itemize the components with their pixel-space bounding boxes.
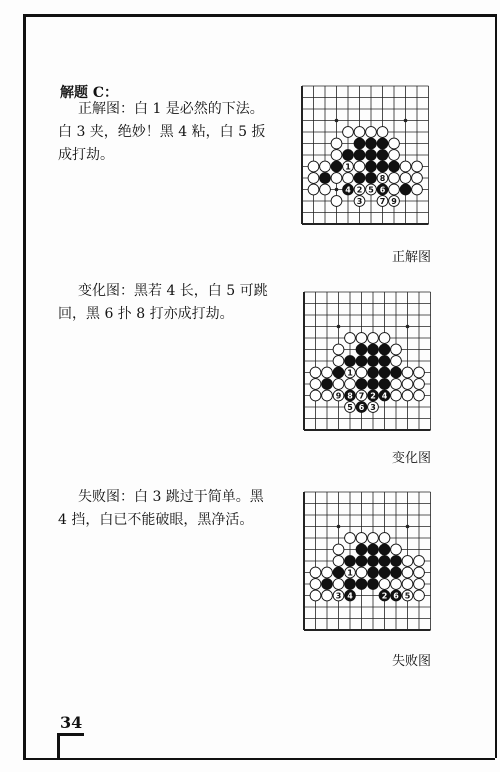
stone-number: 3	[370, 403, 376, 412]
white-stone	[308, 161, 319, 172]
page-frame-bottom	[23, 758, 495, 760]
white-stone	[356, 567, 367, 578]
black-stone	[379, 344, 390, 355]
stone-number: 5	[347, 403, 353, 412]
white-stone	[320, 161, 331, 172]
white-stone	[345, 333, 356, 344]
black-stone	[377, 161, 388, 172]
stone-number: 2	[356, 185, 363, 195]
black-stone	[389, 161, 400, 172]
black-stone	[345, 579, 356, 590]
white-stone	[354, 127, 365, 138]
white-stone	[414, 390, 425, 401]
page-frame-left	[23, 14, 26, 758]
white-stone	[331, 173, 342, 184]
white-stone	[333, 379, 344, 390]
section-text-correct-body: 正解图：白 1 是必然的下法。白 3 夹，绝妙！黑 4 粘，白 5 扳成打劫。	[58, 101, 266, 163]
black-stone	[354, 173, 365, 184]
white-stone	[379, 533, 390, 544]
stone-number: 1	[345, 162, 351, 172]
black-stone	[354, 150, 365, 161]
stone-number: 9	[391, 197, 397, 206]
white-stone	[414, 567, 425, 578]
white-stone	[322, 367, 333, 378]
white-stone	[356, 367, 367, 378]
white-stone	[310, 567, 321, 578]
stone-number: 4	[347, 591, 353, 601]
star-point	[404, 119, 408, 123]
black-stone	[379, 367, 390, 378]
black-stone	[366, 150, 377, 161]
white-stone	[354, 161, 365, 172]
section-text-correct	[58, 98, 268, 167]
white-stone	[333, 579, 344, 590]
black-stone	[377, 138, 388, 149]
white-stone	[345, 533, 356, 544]
white-stone	[391, 344, 402, 355]
black-stone	[368, 579, 379, 590]
white-stone	[389, 150, 400, 161]
diagram-caption-variation: 变化图	[392, 451, 432, 466]
black-stone	[354, 138, 365, 149]
white-stone	[308, 184, 319, 195]
stone-number: 3	[356, 197, 363, 206]
black-stone	[320, 173, 331, 184]
black-stone	[356, 356, 367, 367]
black-stone	[368, 379, 379, 390]
black-stone	[366, 161, 377, 172]
problem-title: 解题 C：	[60, 85, 119, 101]
black-stone	[379, 379, 390, 390]
white-stone	[345, 379, 356, 390]
section-text-variation	[58, 280, 268, 326]
white-stone	[412, 173, 423, 184]
star-point	[337, 325, 341, 329]
white-stone	[333, 356, 344, 367]
stone-number: 3	[335, 591, 342, 601]
black-stone	[377, 150, 388, 161]
white-stone	[310, 590, 321, 601]
white-stone	[379, 579, 390, 590]
white-stone	[389, 138, 400, 149]
stone-number: 6	[379, 185, 386, 195]
black-stone	[331, 161, 342, 172]
black-stone	[368, 356, 379, 367]
go-board-variation	[292, 284, 437, 438]
black-stone	[391, 567, 402, 578]
black-stone	[345, 356, 356, 367]
white-stone	[310, 390, 321, 401]
stone-number: 2	[370, 391, 376, 401]
white-stone	[343, 127, 354, 138]
white-stone	[308, 173, 319, 184]
white-stone	[402, 390, 413, 401]
stone-number: 8	[379, 174, 386, 183]
section-text-failure	[58, 486, 268, 532]
black-stone	[368, 344, 379, 355]
star-point	[406, 325, 410, 329]
white-stone	[412, 161, 423, 172]
go-board-failure	[292, 484, 437, 638]
stone-number: 7	[358, 391, 365, 401]
white-stone	[310, 579, 321, 590]
black-stone	[333, 567, 344, 578]
stone-number: 7	[379, 197, 386, 206]
white-stone	[414, 590, 425, 601]
black-stone	[391, 556, 402, 567]
black-stone	[356, 379, 367, 390]
black-stone	[379, 567, 390, 578]
go-board-svg	[292, 484, 437, 638]
star-point	[406, 525, 410, 529]
black-stone	[368, 367, 379, 378]
go-board-svg	[290, 78, 435, 232]
section-text-failure-body: 失败图：白 3 跳过于简单。黑 4 挡，白已不能破眼，黑净活。	[58, 489, 264, 528]
black-stone	[356, 344, 367, 355]
white-stone	[414, 367, 425, 378]
white-stone	[310, 367, 321, 378]
white-stone	[356, 533, 367, 544]
black-stone	[356, 544, 367, 555]
black-stone	[345, 556, 356, 567]
black-stone	[379, 544, 390, 555]
page-number: 34	[60, 713, 83, 732]
black-stone	[343, 150, 354, 161]
white-stone	[322, 390, 333, 401]
stone-number: 4	[381, 391, 388, 401]
white-stone	[402, 556, 413, 567]
white-stone	[331, 138, 342, 149]
white-stone	[391, 379, 402, 390]
stone-number: 8	[347, 391, 353, 401]
stone-number: 1	[347, 568, 353, 578]
white-stone	[331, 196, 342, 207]
white-stone	[402, 367, 413, 378]
stone-number: 6	[358, 403, 365, 412]
white-stone	[356, 333, 367, 344]
stone-number: 9	[335, 391, 342, 401]
stone-number: 5	[404, 591, 411, 601]
black-stone	[391, 367, 402, 378]
white-stone	[310, 379, 321, 390]
white-stone	[333, 556, 344, 567]
white-stone	[368, 333, 379, 344]
star-point	[335, 188, 339, 192]
white-stone	[333, 344, 344, 355]
section-text-variation-body: 变化图：黑若 4 长，白 5 可跳回，黑 6 扑 8 打亦成打劫。	[58, 283, 268, 322]
white-stone	[331, 150, 342, 161]
white-stone	[412, 184, 423, 195]
white-stone	[402, 579, 413, 590]
stone-number: 1	[347, 368, 353, 378]
corner-mark	[57, 733, 84, 760]
white-stone	[391, 356, 402, 367]
star-point	[337, 525, 341, 529]
go-board-correct	[290, 78, 435, 232]
white-stone	[379, 333, 390, 344]
black-stone	[356, 556, 367, 567]
black-stone	[368, 544, 379, 555]
white-stone	[402, 379, 413, 390]
stone-number: 5	[368, 185, 374, 195]
white-stone	[333, 544, 344, 555]
white-stone	[320, 184, 331, 195]
stone-number: 6	[393, 591, 399, 601]
white-stone	[402, 567, 413, 578]
stone-number: 4	[345, 185, 351, 195]
diagram-caption-failure: 失败图	[392, 654, 432, 669]
black-stone	[368, 567, 379, 578]
page-frame-top	[23, 14, 495, 17]
black-stone	[379, 556, 390, 567]
white-stone	[391, 390, 402, 401]
white-stone	[400, 173, 411, 184]
white-stone	[366, 127, 377, 138]
white-stone	[343, 173, 354, 184]
white-stone	[400, 161, 411, 172]
black-stone	[356, 579, 367, 590]
page-frame-right	[495, 14, 497, 758]
white-stone	[389, 184, 400, 195]
white-stone	[414, 379, 425, 390]
black-stone	[366, 138, 377, 149]
white-stone	[377, 127, 388, 138]
white-stone	[414, 579, 425, 590]
go-board-svg	[292, 284, 437, 438]
diagram-caption-correct: 正解图	[392, 250, 432, 265]
white-stone	[389, 173, 400, 184]
white-stone	[414, 556, 425, 567]
black-stone	[333, 367, 344, 378]
star-point	[335, 119, 339, 123]
white-stone	[322, 567, 333, 578]
black-stone	[322, 579, 333, 590]
white-stone	[391, 579, 402, 590]
stone-number: 2	[381, 591, 388, 601]
white-stone	[391, 544, 402, 555]
white-stone	[322, 590, 333, 601]
black-stone	[322, 379, 333, 390]
black-stone	[368, 556, 379, 567]
black-stone	[400, 184, 411, 195]
black-stone	[366, 173, 377, 184]
black-stone	[379, 356, 390, 367]
white-stone	[368, 533, 379, 544]
